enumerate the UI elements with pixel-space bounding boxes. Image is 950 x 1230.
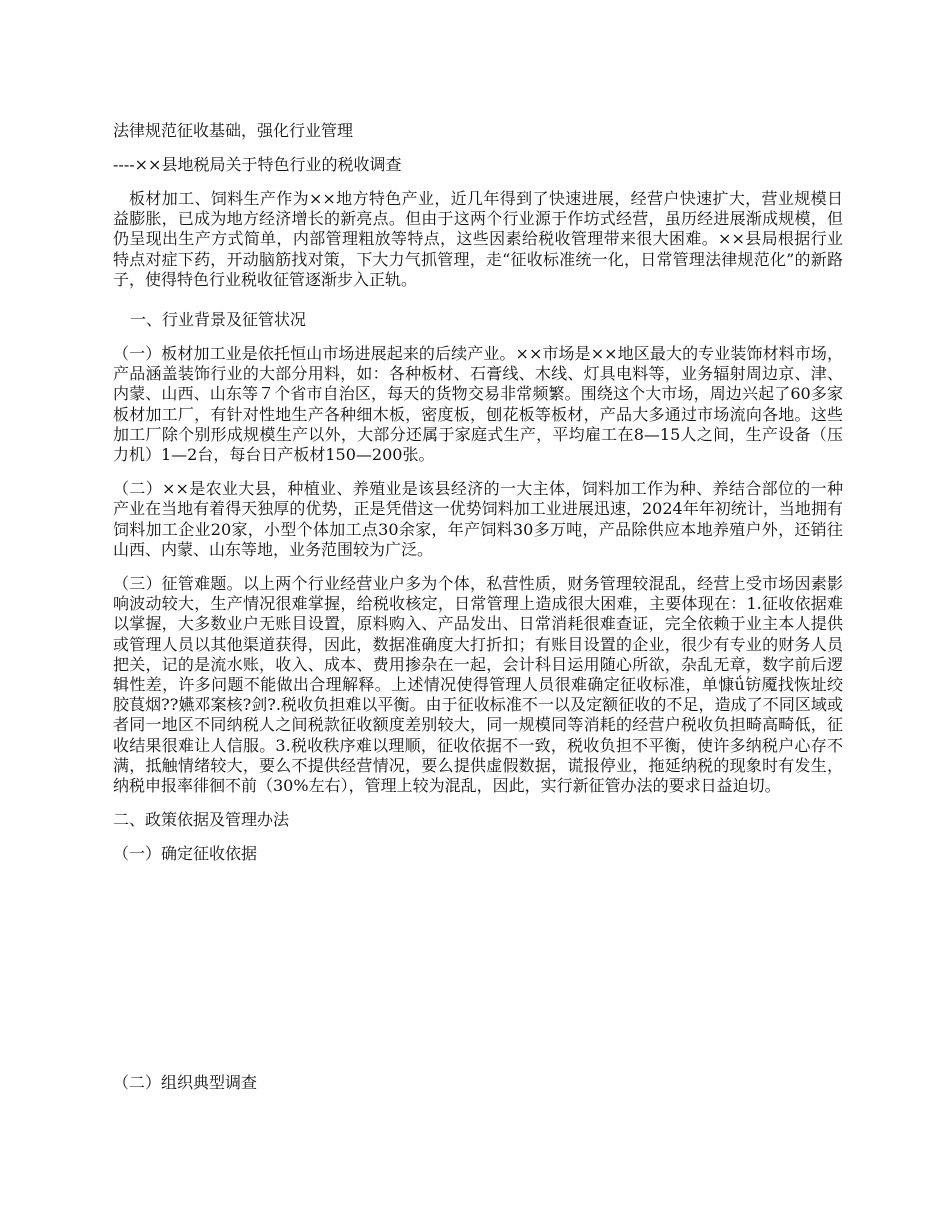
paragraph-board-processing: （一）板材加工业是依托恒山市场进展起来的后续产业。××市场是××地区最大的专业装饰材料市场，产品涵盖装饰行业的大部分用料，如：各种板材、石膏线、木线、灯具电料等，业务辐射周边京、津、内蒙、山西、山东等７个省市自治区，每天的货物交易非常频繁。围绕这个大市场，周边兴起了60多家板材加工厂，有针对性地生产各种细木板，密度板，刨花板等板材，产品大多通过市场流向各地。这些加工厂除个别形成规模生产以外，大部分还属于家庭式生产，平均雇工在8—15人之间，生产设备（压力机）1—2台，每台日产板材150—200张。 [113, 344, 843, 465]
document-subtitle: ----××县地税局关于特色行业的税收调查 [113, 155, 402, 174]
section-heading-background: 一、行业背景及征管状况 [130, 310, 307, 330]
intro-paragraph: 板材加工、饲料生产作为××地方特色产业，近几年得到了快速进展，经营户快速扩大，营业规模日益膨胀，已成为地方经济增长的新亮点。但由于这两个行业源于作坊式经营，虽历经进展渐成规模，但仍呈现出生产方式简单，内部管理粗放等特点，这些因素给税收管理带来很大困难。××县局根据行业特点对症下药，开动脑筋找对策，下大力气抓管理，走“征收标准统一化，日常管理法律规范化”的新路子，使得特色行业税收征管逐渐步入正轨。 [113, 189, 843, 289]
subsection-heading-survey: （二）组织典型调查 [113, 1073, 258, 1092]
paragraph-collection-difficulties: （三）征管难题。以上两个行业经营业户多为个体，私营性质，财务管理较混乱，经营上受市场因素影响波动较大，生产情况很难掌握，给税收核定，日常管理上造成很大困难，主要体现在：1.征收依据难以掌握，大多数业户无账目设置，原料购入、产品发出、日常消耗很难查证，完全依赖于业主本人提供或管理人员以其他渠道获得，因此，数据准确度大打折扣；有账目设置的企业，很少有专业的财务人员把关，记的是流水账，收入、成本、费用掺杂在一起，会计科目运用随心所欲，杂乱无章，数字前后逻辑性差，许多问题不能做出合理解释。上述情况使得管理人员很难确定征收标准，单慷ǘ钫魇找恢址绞胶茛烟??嬿邓案核?剑?.税收负担难以平衡。由于征收标准不一以及定额征收的不足，造成了不同区域或者同一地区不同纳税人之间税款征收额度差别较大，同一规模同等消耗的经营户税收负担畸高畸低，征收结果很难让人信服。3.税收秩序难以理顺，征收依据不一致，税收负担不平衡，使许多纳税户心存不满，抵触情绪较大，要么不提供经营情况，要么提供虚假数据，谎报停业，拖延纳税的现象时有发生，纳税申报率徘徊不前（30%左右），管理上较为混乱，因此，实行新征管办法的要求日益迫切。 [113, 574, 843, 796]
subsection-heading-basis: （一）确定征收依据 [113, 844, 258, 864]
document-title: 法律规范征收基础，强化行业管理 [113, 121, 354, 140]
document-page [113, 121, 843, 1092]
section-heading-policy: 二、政策依据及管理办法 [113, 810, 290, 830]
paragraph-feed-processing: （二）××是农业大县，种植业、养殖业是该县经济的一大主体，饲料加工作为种、养结合部位的一种产业在当地有着得天独厚的优势，正是凭借这一优势饲料加工业进展迅速，2024年年初统计，当地拥有饲料加工企业20家，小型个体加工点30余家，年产饲料30多万吨，产品除供应本地养殖户外，还销往山西、内蒙、山东等地，业务范围较为广泛。 [113, 479, 843, 559]
